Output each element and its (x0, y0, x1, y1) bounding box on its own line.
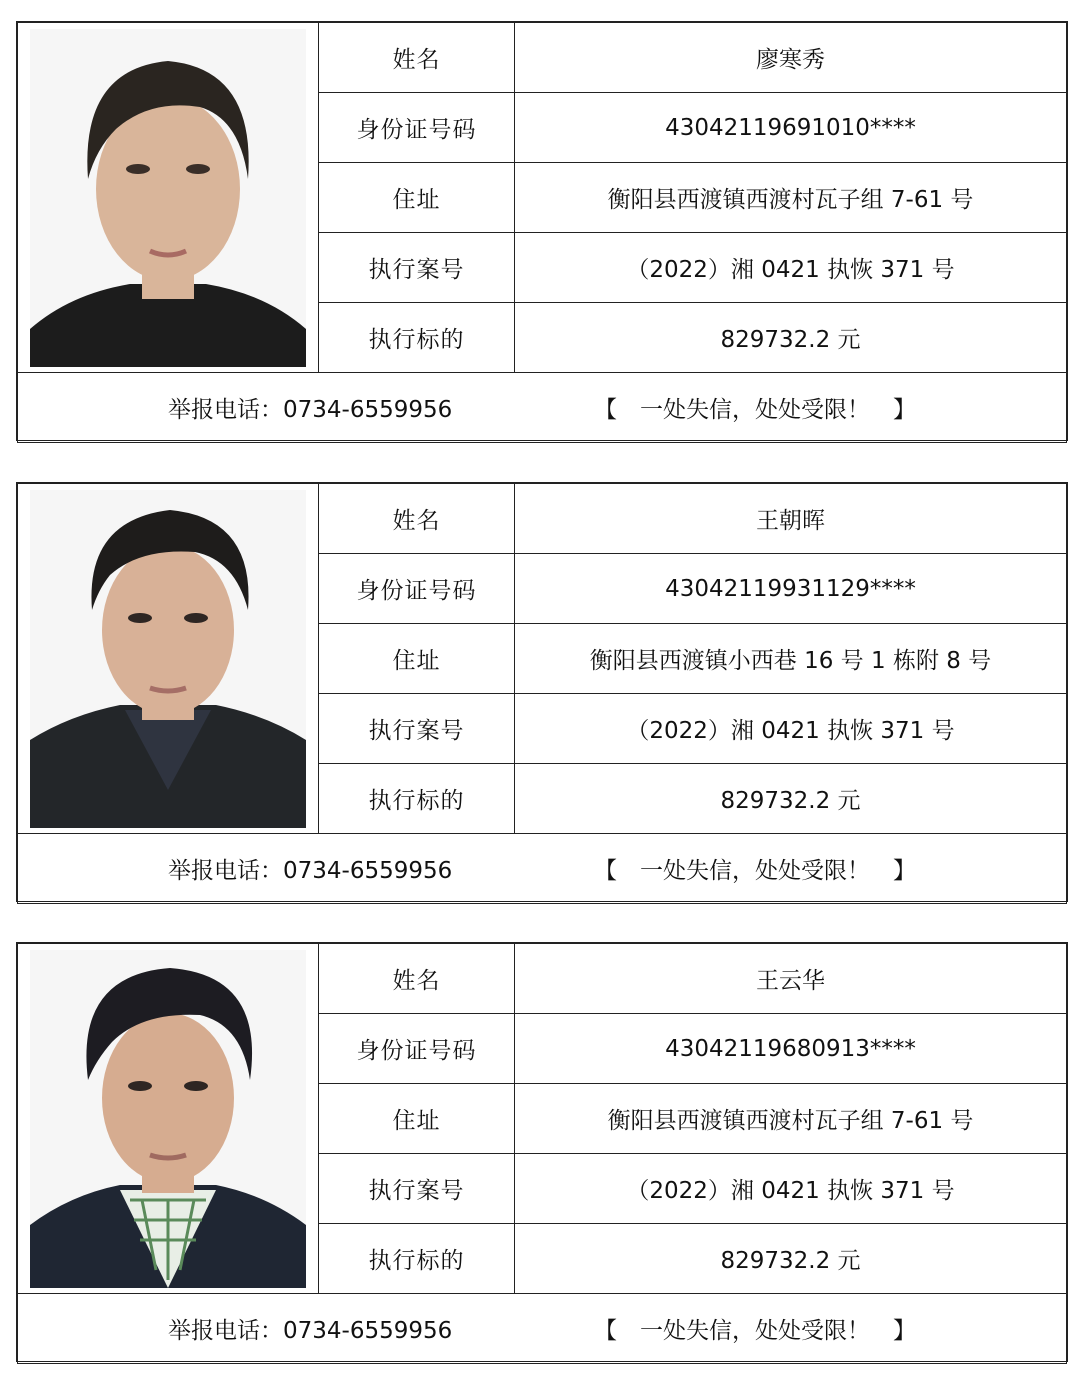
record-card-3 (16, 942, 1068, 1362)
value-id: 43042119691010**** (515, 93, 1067, 163)
value-address: 衡阳县西渡镇西渡村瓦子组 7-61 号 (515, 1084, 1067, 1154)
label-case: 执行案号 (319, 694, 515, 764)
photo-cell (18, 484, 319, 834)
label-name: 姓名 (319, 944, 515, 1014)
record-card-1 (16, 21, 1068, 441)
label-id: 身份证号码 (319, 93, 515, 163)
footer-row (18, 373, 1067, 443)
photo-cell (18, 944, 319, 1294)
value-id: 43042119931129**** (515, 554, 1067, 624)
label-amount: 执行标的 (319, 764, 515, 834)
value-amount: 829732.2 元 (515, 303, 1067, 373)
label-case: 执行案号 (319, 1154, 515, 1224)
label-name: 姓名 (319, 484, 515, 554)
value-address: 衡阳县西渡镇西渡村瓦子组 7-61 号 (515, 163, 1067, 233)
label-name: 姓名 (319, 23, 515, 93)
report-phone: 举报电话：0734-6559956 (168, 1318, 453, 1344)
slogan: 【 一处失信，处处受限！ 】 (594, 1318, 916, 1344)
value-name: 廖寒秀 (515, 23, 1067, 93)
report-phone: 举报电话：0734-6559956 (168, 858, 453, 884)
person-photo (30, 950, 306, 1288)
label-id: 身份证号码 (319, 554, 515, 624)
value-case: （2022）湘 0421 执恢 371 号 (515, 233, 1067, 303)
person-photo (30, 490, 306, 828)
slogan: 【 一处失信，处处受限！ 】 (594, 397, 916, 423)
photo-cell (18, 23, 319, 373)
label-case: 执行案号 (319, 233, 515, 303)
value-amount: 829732.2 元 (515, 764, 1067, 834)
record-card-2 (16, 482, 1068, 902)
label-address: 住址 (319, 1084, 515, 1154)
report-phone: 举报电话：0734-6559956 (168, 397, 453, 423)
value-id: 43042119680913**** (515, 1014, 1067, 1084)
value-name: 王朝晖 (515, 484, 1067, 554)
value-name: 王云华 (515, 944, 1067, 1014)
label-id: 身份证号码 (319, 1014, 515, 1084)
label-address: 住址 (319, 163, 515, 233)
footer-row (18, 1294, 1067, 1364)
value-case: （2022）湘 0421 执恢 371 号 (515, 694, 1067, 764)
label-amount: 执行标的 (319, 1224, 515, 1294)
value-amount: 829732.2 元 (515, 1224, 1067, 1294)
label-amount: 执行标的 (319, 303, 515, 373)
value-address: 衡阳县西渡镇小西巷 16 号 1 栋附 8 号 (515, 624, 1067, 694)
person-photo (30, 29, 306, 367)
value-case: （2022）湘 0421 执恢 371 号 (515, 1154, 1067, 1224)
label-address: 住址 (319, 624, 515, 694)
footer-row (18, 834, 1067, 904)
slogan: 【 一处失信，处处受限！ 】 (594, 858, 916, 884)
